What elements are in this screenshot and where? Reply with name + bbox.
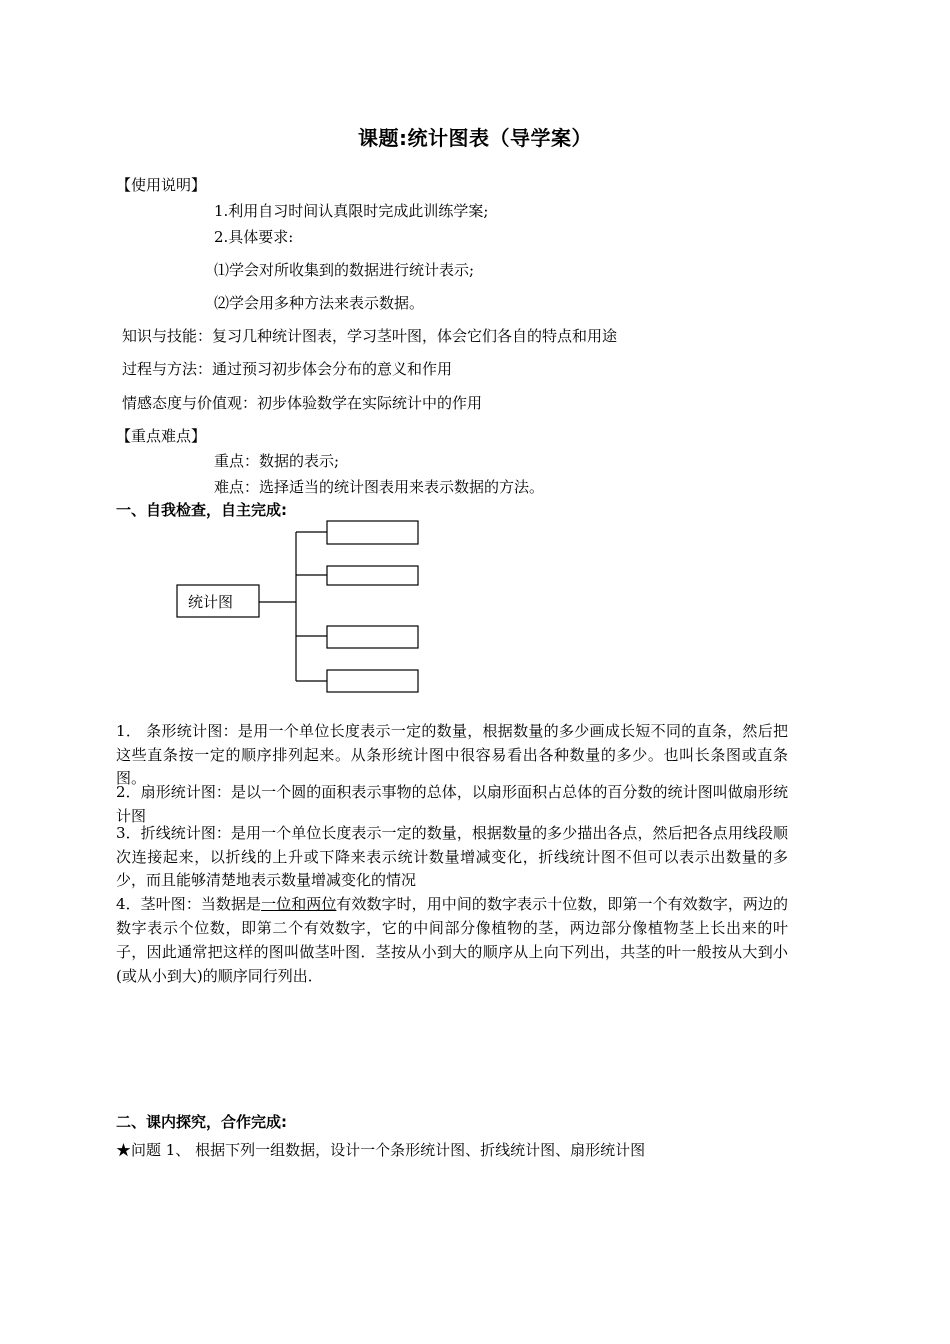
- question-1: ★问题 1、 根据下列一组数据，设计一个条形统计图、折线统计图、扇形统计图: [116, 1141, 646, 1159]
- goal-process: 过程与方法：通过预习初步体会分布的意义和作用: [122, 360, 453, 378]
- usage-item-1: 1.利用自习时间认真限时完成此训练学案;: [214, 202, 489, 220]
- section2-heading: 二、课内探究，合作完成:: [116, 1113, 287, 1131]
- stem-leaf-intro: 4．茎叶图：当数据是: [116, 895, 262, 913]
- goal-knowledge: 知识与技能：复习几种统计图表，学习茎叶图，体会它们各自的特点和用途: [122, 327, 618, 345]
- paragraph-bar-chart: 1． 条形统计图：是用一个单位长度表示一定的数量，根据数量的多少画成长短不同的直条，然后把这些直条按一定的顺序排列起来。从条形统计图中很容易看出各种数量的多少。也叫长条图或直条图。: [116, 722, 788, 787]
- paragraph-stem-leaf: [116, 892, 788, 988]
- requirement-2: ⑵学会用多种方法来表示数据。: [214, 294, 425, 312]
- keypoints-heading: 【重点难点】: [116, 427, 207, 445]
- paragraph-line-chart: 3．折线统计图：是用一个单位长度表示一定的数量，根据数量的多少描出各点，然后把各点用线段顺次连接起来，以折线的上升或下降来表示统计数量增减变化，折线统计图不但可以表示出数量的多少，而且能够清楚地表示数量增减变化的情况: [116, 824, 788, 889]
- stem-leaf-rest: 有效数字时，用中间的数字表示十位数，即第一个有效数字，两边的数字表示个位数，即第二个有效数字，它的中间部分像植物的茎，两边部分像植物茎上长出来的叶子，因此通常把这样的图叫做茎叶图．茎按从小到大的顺序从上向下列出，共茎的叶一般按从大到小(或从小到大)的顺序同行列出．: [116, 895, 788, 985]
- diagram-root-label: 统计图: [188, 593, 234, 611]
- paragraph-pie-chart: 2．扇形统计图：是以一个圆的面积表示事物的总体，以扇形面积占总体的百分数的统计图叫做扇形统计图: [116, 783, 788, 825]
- diagram-blank-box-2: [327, 566, 418, 585]
- diagram-blank-box-4: [327, 670, 418, 692]
- requirement-1: ⑴学会对所收集到的数据进行统计表示;: [214, 261, 475, 279]
- goal-attitude: 情感态度与价值观：初步体验数学在实际统计中的作用: [122, 394, 483, 412]
- page-title: 课题:统计图表（导学案）: [358, 126, 592, 150]
- diagram-blank-box-1: [327, 521, 418, 544]
- section1-heading: 一、自我检查，自主完成:: [116, 501, 287, 519]
- stem-leaf-underlined: 一位和两位: [261, 895, 337, 913]
- usage-heading: 【使用说明】: [116, 176, 207, 194]
- keypoint-focus: 重点：数据的表示;: [214, 452, 340, 470]
- keypoint-difficulty: 难点：选择适当的统计图表用来表示数据的方法。: [214, 478, 545, 496]
- usage-item-2: 2.具体要求:: [214, 228, 294, 246]
- diagram-blank-box-3: [327, 626, 418, 648]
